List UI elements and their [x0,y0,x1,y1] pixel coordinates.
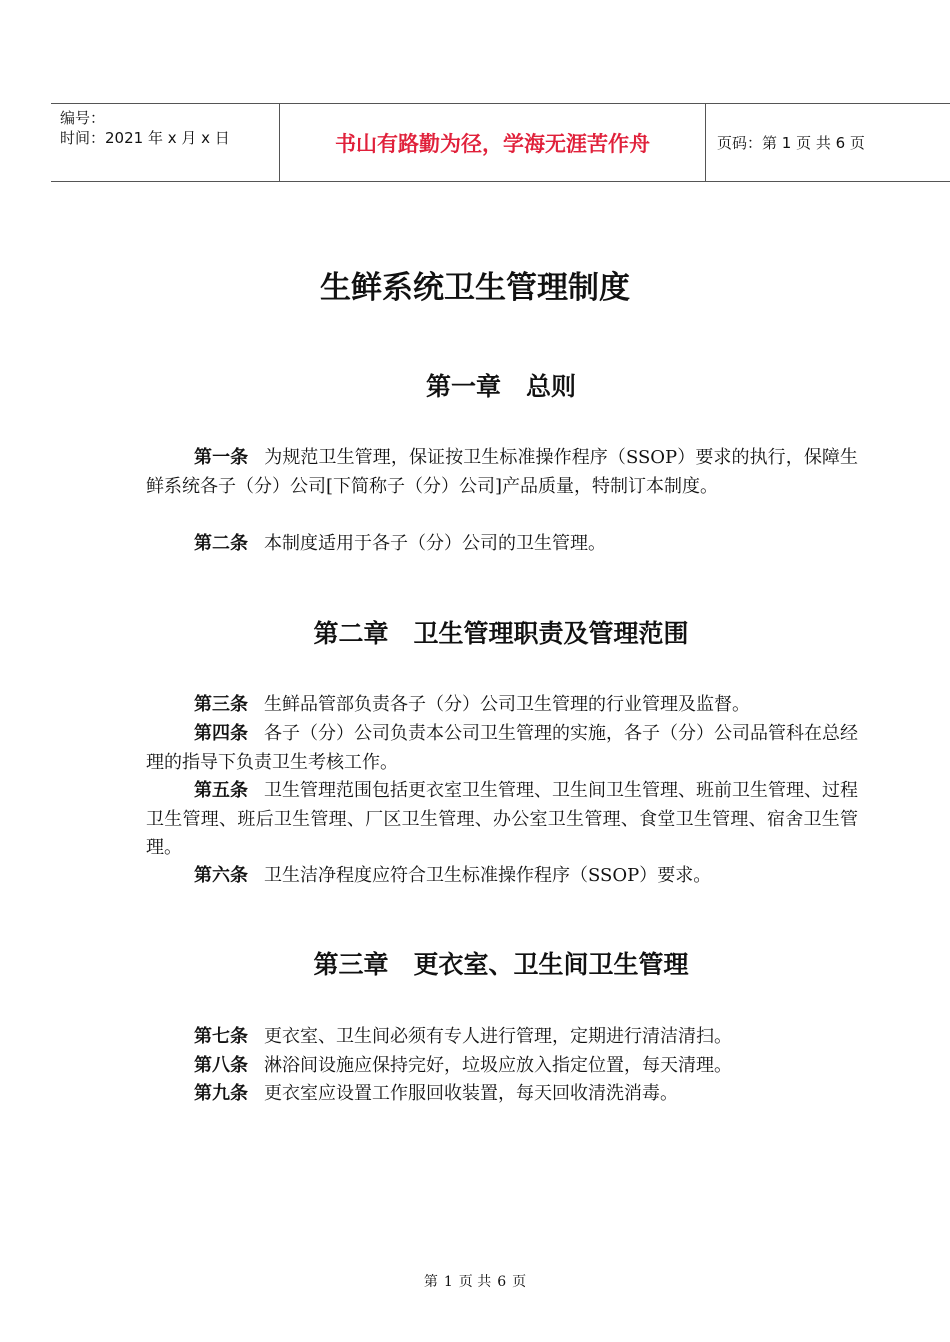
article [146,862,858,891]
article-label: 第五条 [194,780,248,801]
header-motto: 书山有路勤为径，学海无涯苦作舟 [280,104,706,181]
article [146,720,858,777]
chapter-heading: 第一章 总则 [425,372,576,401]
document-header [51,103,950,182]
article-text: 为规范卫生管理，保证按卫生标准操作程序（SSOP）要求的执行，保障生鲜系统各子（分）公司[下简称子（分）公司]产品质量，特制订本制度。 [146,447,859,497]
article [146,1080,858,1109]
footer-prefix: 第 [423,1274,438,1290]
article-label: 第九条 [194,1083,248,1104]
header-meta-cell [51,104,280,181]
article-label: 第四条 [194,723,248,744]
article-text: 各子（分）公司负责本公司卫生管理的实施，各子（分）公司品管科在总经理的指导下负责卫生考核工作。 [146,723,858,773]
article [146,444,858,501]
header-page-info: 页码：第 1 页 共 6 页 [717,134,865,152]
article-text: 卫生洁净程度应符合卫生标准操作程序（SSOP）要求。 [264,865,712,886]
article-text: 卫生管理范围包括更衣室卫生管理、卫生间卫生管理、班前卫生管理、过程卫生管理、班后卫生管理、厂区卫生管理、办公室卫生管理、食堂卫生管理、宿舍卫生管理。 [146,780,858,858]
article [146,777,858,863]
chapter-heading: 第二章 卫生管理职责及管理范围 [313,619,689,648]
article-text: 淋浴间设施应保持完好，垃圾应放入指定位置，每天清理。 [264,1055,732,1076]
article-text: 本制度适用于各子（分）公司的卫生管理。 [264,533,606,554]
article [146,691,858,720]
footer-mid: 页 共 [458,1274,492,1290]
article-label: 第六条 [194,865,248,886]
article-text: 生鲜品管部负责各子（分）公司卫生管理的行业管理及监督。 [264,694,750,715]
article [146,530,858,559]
number-label: 编号： [60,109,106,127]
page-footer [0,1271,950,1291]
footer-suffix: 页 [512,1274,527,1290]
article-text: 更衣室应设置工作服回收装置，每天回收清洗消毒。 [264,1083,678,1104]
article-label: 第一条 [194,447,249,468]
article-label: 第七条 [194,1026,248,1047]
article [146,1052,858,1081]
footer-total-pages: 6 [497,1274,507,1290]
time-label: 时间：2021 年 x 月 x 日 [60,129,230,147]
article [146,1023,858,1052]
footer-current-page: 1 [443,1274,453,1290]
article-text: 更衣室、卫生间必须有专人进行管理，定期进行清洁清扫。 [264,1026,732,1047]
chapter-heading: 第三章 更衣室、卫生间卫生管理 [313,950,689,979]
document-title: 生鲜系统卫生管理制度 [320,270,630,306]
article-label: 第三条 [194,694,248,715]
article-label: 第八条 [194,1055,248,1076]
article-label: 第二条 [194,533,248,554]
